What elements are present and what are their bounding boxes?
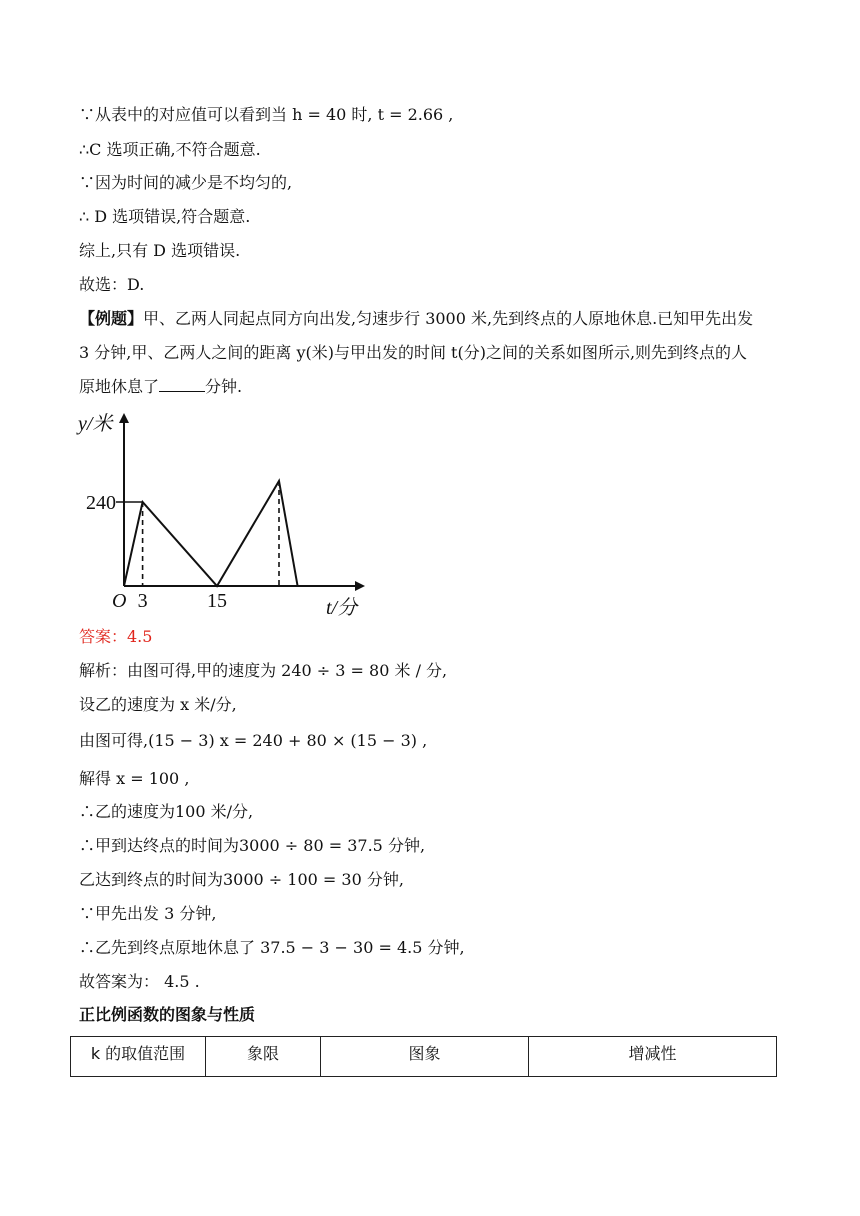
analysis-line: 乙达到终点的时间为3000 ÷ 100 = 30 分钟, — [79, 870, 404, 889]
table-header-cell: k 的取值范围 — [71, 1037, 206, 1077]
analysis-line: 由图可得,(15 − 3) x = 240 + 80 × (15 − 3) , — [79, 731, 428, 750]
y-axis-label: y/米 — [78, 413, 113, 435]
answer-label: 答案：4.5 — [79, 627, 153, 646]
analysis-line: ∴乙的速度为100 米/分, — [79, 802, 254, 821]
analysis-line: ∴乙先到终点原地休息了 37.5 − 3 − 30 = 4.5 分钟, — [79, 938, 465, 957]
analysis-line: 解析：由图可得,甲的速度为 240 ÷ 3 = 80 米 / 分, — [79, 661, 448, 680]
text-line: 综上,只有 D 选项错误. — [79, 241, 241, 260]
table-header-row — [71, 1037, 777, 1077]
series-line — [124, 481, 298, 586]
analysis-line: 设乙的速度为 x 米/分, — [79, 695, 237, 714]
example-line-3: 原地休息了 分钟. — [79, 377, 243, 396]
example-line-2: 3 分钟,甲、乙两人之间的距离 y(米)与甲出发的时间 t(分)之间的关系如图所示,则先到终点的人 — [79, 343, 748, 362]
y-tick-label: 240 — [86, 492, 116, 514]
analysis-line: 故答案为： 4.5 . — [79, 972, 200, 991]
text-line: ∵因为时间的减少是不均匀的, — [79, 173, 293, 192]
table-header-cell: 图象 — [321, 1037, 529, 1077]
x-tick-label: 3 — [137, 590, 148, 612]
text-line: ∴C 选项正确,不符合题意. — [79, 140, 261, 159]
answer-blank — [159, 377, 205, 392]
analysis-line: 解得 x = 100 , — [79, 769, 190, 788]
origin-label: O — [112, 590, 127, 612]
distance-time-graph — [74, 404, 374, 626]
analysis-line: ∵甲先出发 3 分钟, — [79, 904, 217, 923]
table-header-cell: 象限 — [206, 1037, 321, 1077]
x-axis-label: t/分 — [326, 597, 358, 619]
section-title: 正比例函数的图象与性质 — [79, 1005, 256, 1024]
x-tick-label: 15 — [207, 590, 227, 612]
table-header-cell: 增减性 — [529, 1037, 777, 1077]
properties-table — [70, 1036, 777, 1077]
text-line: ∵从表中的对应值可以看到当 h = 40 时, t = 2.66 , — [79, 105, 454, 124]
analysis-line: ∴甲到达终点的时间为3000 ÷ 80 = 37.5 分钟, — [79, 836, 426, 855]
example-tag: 【例题】 — [79, 309, 144, 328]
example-line-1: 【例题】甲、乙两人同起点同方向出发,匀速步行 3000 米,先到终点的人原地休息.已知甲先出发 — [79, 309, 754, 328]
text-line: ∴ D 选项错误,符合题意. — [79, 207, 251, 226]
text-line: 故选：D. — [79, 275, 145, 294]
